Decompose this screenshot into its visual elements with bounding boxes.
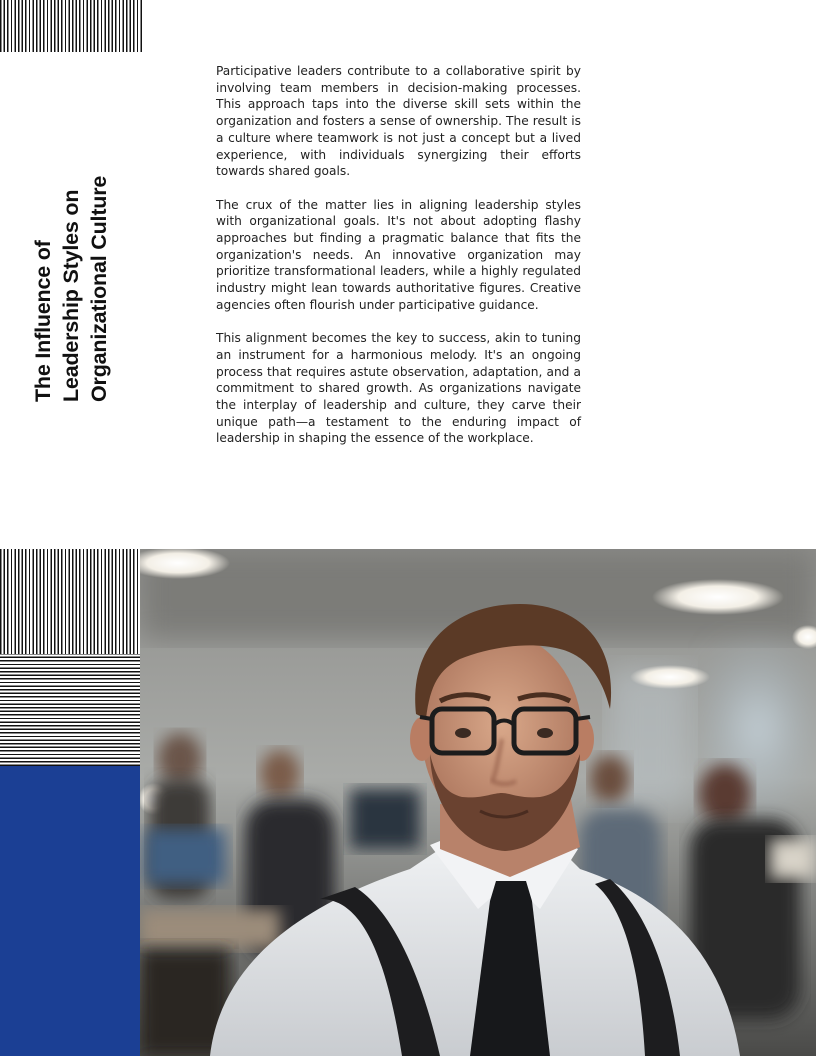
decorative-stripes-horizontal (0, 654, 140, 766)
paragraph-3: This alignment becomes the key to success, akin to tuning an instrument for a harmonious melody. It's an ongoing process that requires astute observation, adaptation, and a commitment to shared growth. As organizations navigate the interplay of leadership and culture, they carve their unique path—a testament to the enduring impact of leadership in shaping the essence of the workplace. (216, 331, 581, 446)
decorative-stripes-vertical (0, 549, 140, 654)
body-text (216, 63, 581, 464)
accent-block (0, 766, 140, 1056)
office-photo (140, 549, 816, 1056)
paragraph-1: Participative leaders contribute to a collaborative spirit by involving team members in decision-making processes. This approach taps into the diverse skill sets within the organization and fosters a sense of ownership. The result is a culture where teamwork is not just a concept but a lived experience, with individuals synergizing their efforts towards shared goals. (216, 64, 581, 179)
title-line-2: Leadership Styles on (59, 189, 83, 402)
title-line-3: Organizational Culture (87, 175, 111, 402)
title-area (0, 140, 142, 402)
title-line-1: The Influence of (31, 240, 55, 402)
paragraph-2: The crux of the matter lies in aligning leadership styles with organizational goals. It's not about adopting flashy approaches but finding a pragmatic balance that fits the organization's needs. An innovative organization may prioritize transformational leaders, while a highly regulated industry might lean towards authoritative figures. Creative agencies often flourish under participative guidance. (216, 197, 581, 312)
decorative-stripes-top (0, 0, 142, 52)
page-title (29, 140, 113, 402)
